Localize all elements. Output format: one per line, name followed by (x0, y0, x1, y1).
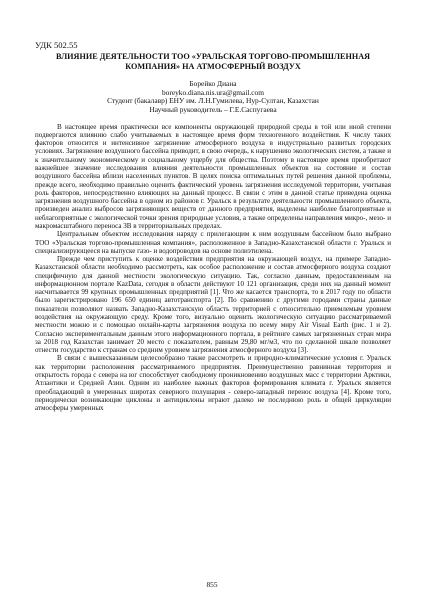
author-block (35, 80, 391, 114)
paragraph: Прежде чем приступить к оценке воздействия предприятия на окружающей воздух, на примере Западно-Казахстанской области необходимо рассмотреть, как особое расположение и состав атмосферного воздуха создают специфичную для данной местности экологическую ситуацию. Так, согласно данным, предоставленным на информационном портале KazData, сегодня в области действуют 10 121 организация, среди них на данный момент насчитывается 99 крупных промышленных предприятий [1]. Что же касается транспорта, то в 2017 году по области было зарегистрировано 196 650 единиц автотранспорта [2]. По сравнению с другими городами страны данные показатели позволяют назвать Западно-Казахстанскую область территорией с относительно приемлемым уровнем воздействия на окружающую среду. Кроме того, визуально оценить экологическую ситуацию рассматриваемой местности можно и с помощью онлайн-карты загрязнения воздуха по всему миру Air Visual Earth (рис. 1 и 2). Согласно экспериментальным данным этого информационного портала, в рейтинге самых загрязненных стран мира за 2018 год Казахстан занимает 20 место с показателем, равным 29,80 мг/м3, что по сделанной шкале позволяет отнести государство к странам со средним уровнем загрязнения атмосферного воздуха [3]. (35, 255, 391, 355)
article-body (35, 123, 391, 413)
author-email: boreyko.diana.nis.ura@gmail.com (161, 87, 265, 97)
article-title: ВЛИЯНИЕ ДЕЯТЕЛЬНОСТИ ТОО «УРАЛЬСКАЯ ТОРГОВО-ПРОМЫШЛЕННАЯ КОМПАНИЯ» НА АТМОСФЕРНЫЙ ВОЗДУХ (55, 52, 371, 71)
author-name: Борейко Диана (189, 79, 237, 89)
page-number: 855 (206, 580, 218, 589)
paragraph: В настоящее время практически все компоненты окружающей природной среды в той или иной степени подвергаются влиянию слабо учитываемых в настоящее время форм техногенного воздействия. К числу таких факторов относится и интенсивное загрязнение атмосферного воздуха в индустриально развитых городских условиях. Загрязнение воздушного бассейна приводит, в свою очередь, к нарушению экологических систем, а также и к значительному экономическому и социальному ущербу для общества. Поэтому в настоящее время приобретают важнейшее значение исследования влияния деятельности промышленных объектов на состояние и состав воздушного бассейна вблизи населенных пунктов. В целях поиска оптимальных путей решения данной проблемы, прежде всего, необходимо правильно оценить фактический уровень загрязнения исследуемой территории, учитывая роль факторов, непосредственно влияющих на данный процесс. В связи с этим в данной статье приведена оценка загрязнения воздушного бассейна в одном из районов г. Уральск в результате деятельности промышленного объекта, произведен анализ выбросов загрязняющих веществ от данного предприятия, выделены наиболее благоприятные и неблагоприятные с экологической точки зрения природные условия, а также определены направления микро-, мезо- и макромасштабного переноса ЗВ в территориальных пределах. (35, 122, 391, 230)
paragraph: В связи с вышесказанным целесообразно также рассмотреть и природно-климатические условия г. Уральск как территории расположения рассматриваемого предприятия. Преимущественно равнинная территория и открытость города с севера на юг способствует свободному проникновению воздушных масс с территории Арктики, Атлантики и Средней Азии. Одним из наиболее важных факторов формирования климата г. Уральск является преобладающий в умеренных широтах северного полушария - северо-западный перенос воздуха [4]. Кроме того, периодически возникающие циклоны и антициклоны играют далеко не последнюю роль в общей циркуляции атмосферы умеренных (35, 354, 391, 413)
author-affiliation: Студент (бакалавр) ЕНУ им. Л.Н.Гумилева, Нур-Султан, Казахстан (107, 96, 319, 106)
article-page (35, 40, 391, 412)
supervisor: Научный руководитель – Г.Е.Саспугаева (149, 104, 277, 114)
paragraph: Центральным объектом исследования наряду с прилегающим к ним воздушным бассейном было выбрано ТОО «Уральская торгово-промышленная компания», расположенное в Западно-Казахстанской области г. Уральск и специализирующееся на выпуске газо- и водопроводов на основе полиэтилена. (35, 230, 391, 255)
udk-code: УДК 502.55 (35, 40, 78, 50)
